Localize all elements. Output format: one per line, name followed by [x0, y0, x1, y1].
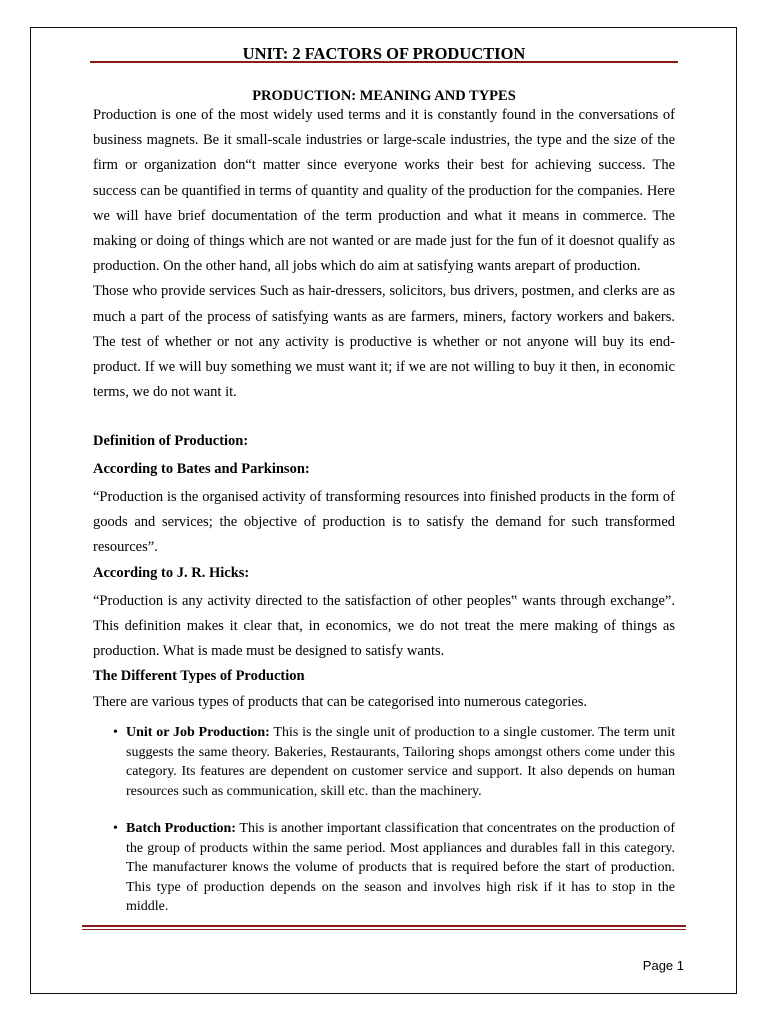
text-block — [93, 103, 675, 405]
hicks-quote: “Production is any activity directed to the satisfaction of other peoples‟ wants through exchange”. This definition makes it clear that, in economics, we do not treat the mere making of things as production. What is made must be designed to satisfy wants. — [93, 593, 675, 660]
unit-title: UNIT: 2 FACTORS OF PRODUCTION — [242, 44, 526, 63]
footer-rule-thin — [82, 929, 686, 930]
page-number: Page 1 — [642, 958, 684, 973]
list-item — [93, 819, 675, 917]
types-intro: There are various types of products that can be categorised into numerous categories. — [93, 694, 588, 710]
document-body — [93, 40, 676, 914]
bates-heading: According to Bates and Parkinson: — [93, 461, 310, 477]
list-item-text: This is the single unit of production to a single customer. The term unit suggests the same theory. Bakeries, Restaurants, Tailoring shops amongst others come under this category. Its features are dependent on customer service and support. It also depends on human resources such as communication, skill etc. than the machinery. — [126, 725, 676, 799]
intro-paragraph: Production is one of the most widely used terms and it is constantly found in the conversations of business magnets. Be it small-scale industries or large-scale industries, the type and the size of the firm or organization don“t matter since everyone works their best for achieving success. The success can be quantified in terms of quantity and quality of the production for the companies. Here we will have brief documentation of the term production and what it means in commerce. The making or doing of things which are not wanted or are made just for the fun of it doesnot qualify as production. On the other hand, all jobs which do aim at satisfying wants arepart of production. — [93, 107, 675, 275]
list-item-title: Unit or Job Production: — [126, 725, 270, 740]
types-list — [93, 723, 675, 917]
definition-heading: Definition of Production: — [93, 433, 249, 449]
bates-quote: “Production is the organised activity of transforming resources into finished products in the form of goods and services; the objective of production is to satisfy the demand for such transformed resources”. — [93, 489, 675, 556]
services-paragraph: Those who provide services Such as hair-dressers, solicitors, bus drivers, postmen, and clerks are as much a part of the process of satisfying wants as are farmers, miners, factory workers and bakers. The test of whether or not any activity is productive is whether or not anyone will buy its end-product. If we will buy something we must want it; if we are not willing to buy it then, in economic terms, we do not want it. — [93, 283, 675, 401]
footer-rule — [82, 925, 686, 927]
bullet-icon: • — [113, 821, 118, 836]
list-item-text: This is another important classification that concentrates on the production of the group of products within the same period. Most appliances and durables fall in this category. The manufacturer knows the volume of products that is required before the start of production. This type of production depends on the season and involves high risk if it has to stop in the middle. — [126, 821, 675, 914]
list-item-title: Batch Production: — [126, 821, 236, 836]
section-heading: PRODUCTION: MEANING AND TYPES — [252, 88, 516, 104]
list-item — [93, 723, 675, 801]
types-heading: The Different Types of Production — [93, 668, 305, 684]
hicks-heading: According to J. R. Hicks: — [93, 565, 250, 581]
bullet-icon: • — [113, 725, 118, 740]
